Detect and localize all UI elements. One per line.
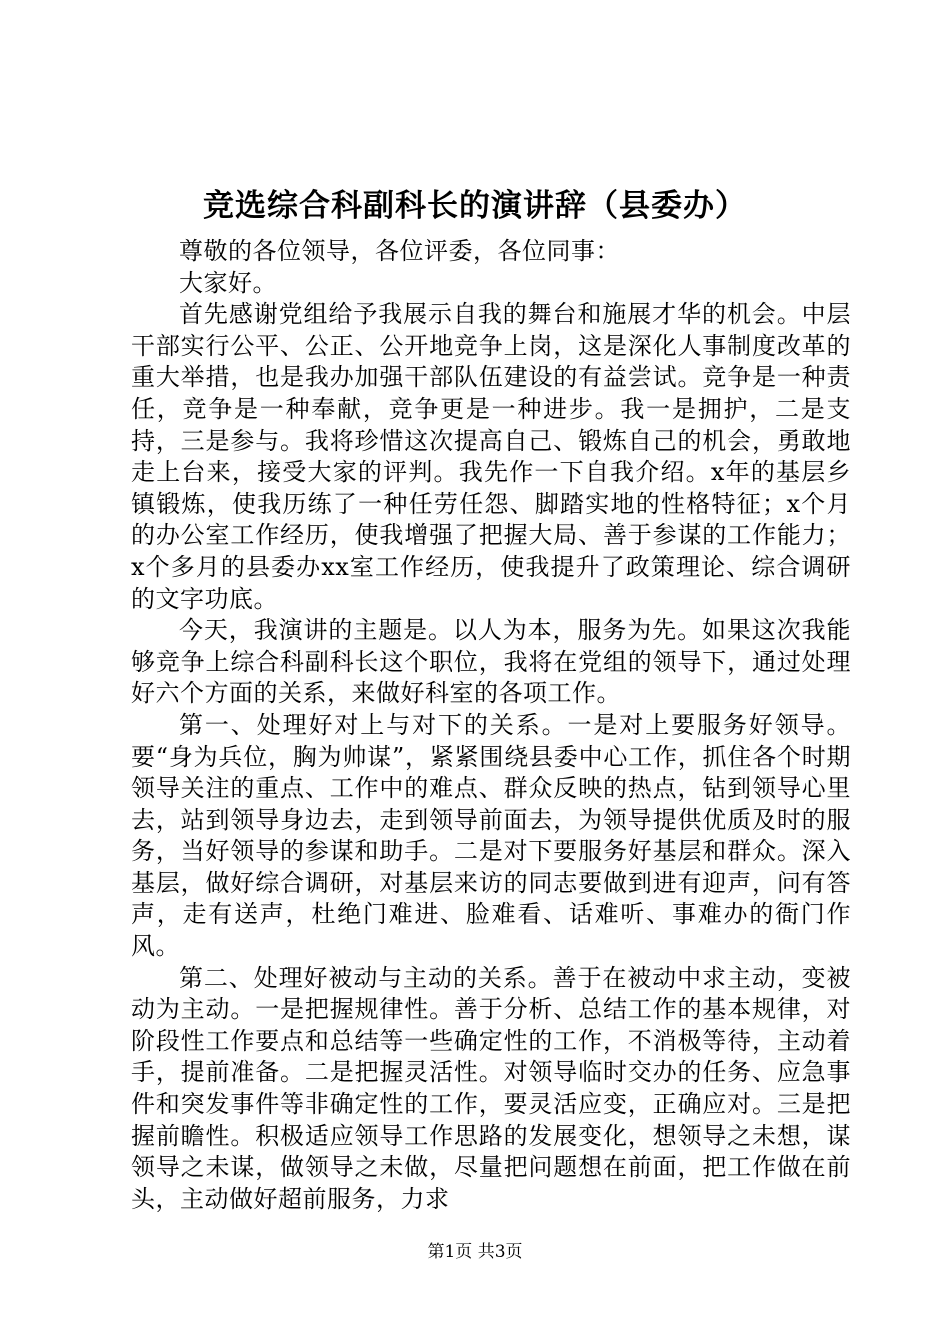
document-body — [131, 236, 851, 1215]
body-paragraph: 第一、处理好对上与对下的关系。一是对上要服务好领导。要“身为兵位，胸为帅谋”，紧紧围绕县委中心工作，抓住各个时期领导关注的重点、工作中的难点、群众反映的热点，钻到领导心里去，站到领导身边去，走到领导前面去，为领导提供优质及时的服务，当好领导的参谋和助手。二是对下要服务好基层和群众。深入基层，做好综合调研，对基层来访的同志要做到进有迎声，问有答声，走有送声，杜绝门难进、脸难看、话难听、事难办的衙门作风。 — [131, 710, 851, 961]
salutation: 尊敬的各位领导，各位评委，各位同事： — [179, 237, 620, 265]
body-paragraph: 今天，我演讲的主题是。以人为本，服务为先。如果这次我能够竞争上综合科副科长这个职位，我将在党组的领导下，通过处理好六个方面的关系，来做好科室的各项工作。 — [131, 616, 851, 708]
body-paragraph: 首先感谢党组给予我展示自我的舞台和施展才华的机会。中层干部实行公平、公正、公开地竞争上岗，这是深化人事制度改革的重大举措，也是我办加强干部队伍建设的有益尝试。竞争是一种责任，竞争是一种奉献，竞争更是一种进步。我一是拥护，二是支持，三是参与。我将珍惜这次提高自己、锻炼自己的机会，勇敢地走上台来，接受大家的评判。我先作一下自我介绍。x年的基层乡镇锻炼，使我历练了一种任劳任怨、脚踏实地的性格特征；x个月的办公室工作经历，使我增强了把握大局、善于参谋的工作能力；x个多月的县委办xx室工作经历，使我提升了政策理论、综合调研的文字功底。 — [131, 300, 851, 613]
greeting: 大家好。 — [179, 268, 277, 297]
body-paragraph: 第二、处理好被动与主动的关系。善于在被动中求主动，变被动为主动。一是把握规律性。善于分析、总结工作的基本规律，对阶段性工作要点和总结等一些确定性的工作，不消极等待，主动着手，提前准备。二是把握灵活性。对领导临时交办的任务、应急事件和突发事件等非确定性的工作，要灵活应变，正确应对。三是把握前瞻性。积极适应领导工作思路的发展变化，想领导之未想，谋领导之未谋，做领导之未做，尽量把问题想在前面，把工作做在前头，主动做好超前服务，力求 — [131, 963, 851, 1213]
document-title: 竞选综合科副科长的演讲辞（县委办） — [203, 188, 747, 224]
page-footer: 第1页 共3页 — [427, 1242, 523, 1262]
